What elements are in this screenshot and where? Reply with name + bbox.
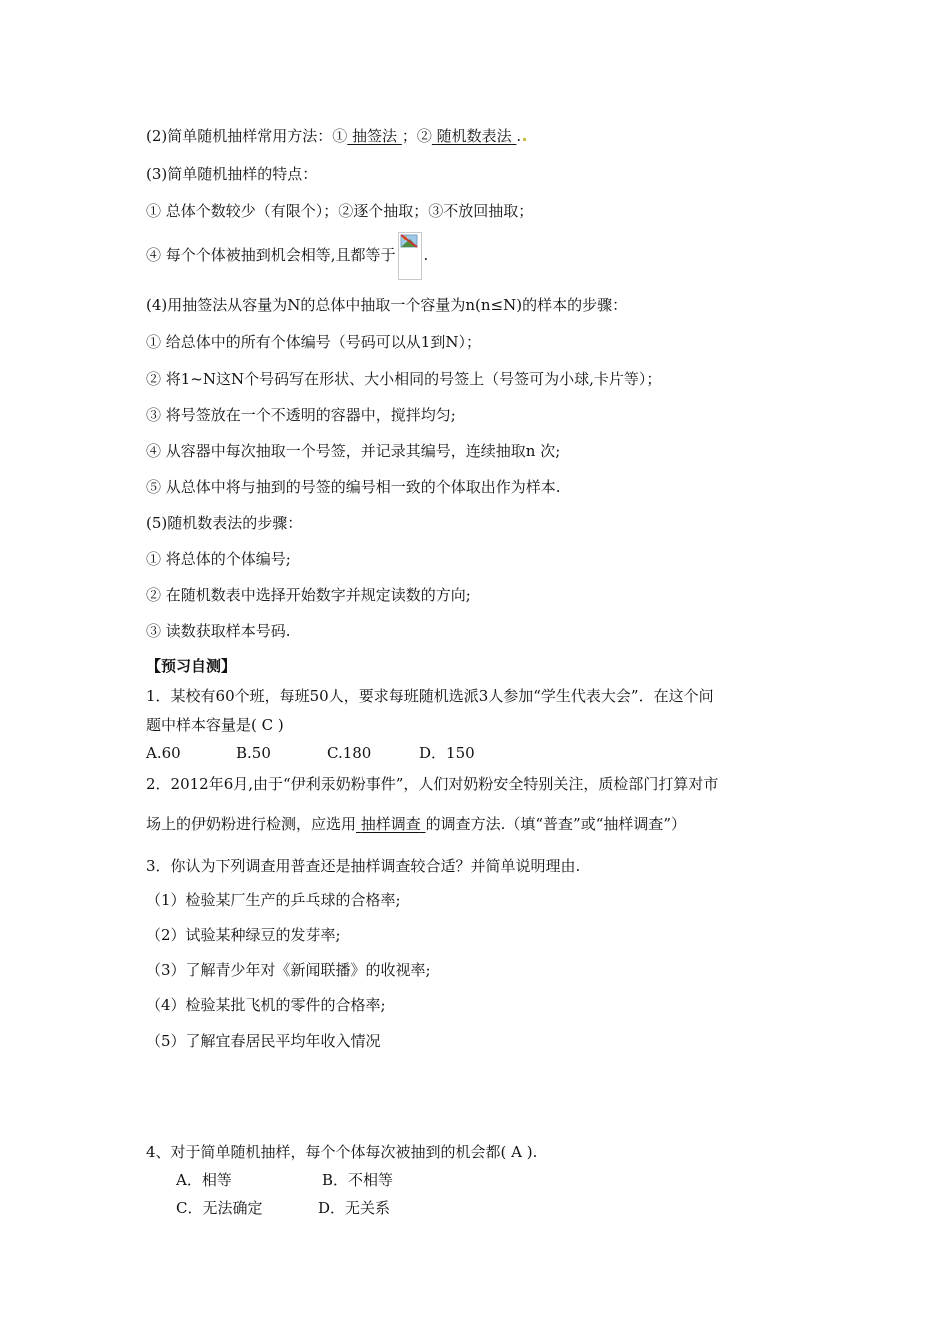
q1-option-c: C.180 <box>327 744 372 762</box>
q1-option-b: B.50 <box>236 744 271 762</box>
q2-answer: 抽样调查 <box>360 815 421 833</box>
q3-line-1: 3．你认为下列调查用普查还是抽样调查较合适？并简单说明理由. <box>146 857 581 875</box>
q3-item-3: （3）了解青少年对《新闻联播》的收视率; <box>146 961 431 979</box>
q1-line-2: 题中样本容量是( C ) <box>146 716 284 734</box>
answer-lottery-method: 抽签法 <box>352 127 398 145</box>
q1-option-d: D．150 <box>419 744 475 762</box>
random-table-step-3: ③ 读数获取样本号码. <box>146 622 291 640</box>
features-heading: (3)简单随机抽样的特点： <box>146 165 318 183</box>
q3-item-4: （4）检验某批飞机的零件的合格率; <box>146 996 386 1014</box>
q4-option-b: B．不相等 <box>322 1171 394 1189</box>
q1-option-a: A.60 <box>146 744 181 762</box>
lottery-step-2: ② 将1~N这N个号码写在形状、大小相同的号签上（号签可为小球,卡片等）； <box>146 370 662 388</box>
methods-line <box>146 126 526 146</box>
q3-item-2: （2）试验某种绿豆的发芽率; <box>146 926 341 944</box>
q4-option-a: A．相等 <box>176 1171 232 1189</box>
q2-line-1: 2．2012年6月,由于“伊利汞奶粉事件”，人们对奶粉安全特别关注，质检部门打算对市 <box>146 775 719 793</box>
lottery-step-1: ① 给总体中的所有个体编号（号码可以从1到N）； <box>146 333 481 351</box>
q1-line-1: 1．某校有60个班，每班50人，要求每班随机选派3人参加“学生代表大会”．在这个问 <box>146 687 714 705</box>
q4-option-c: C．无法确定 <box>176 1199 263 1217</box>
q2-line-2: 场上的伊奶粉进行检测，应选用 抽样调查 的调查方法.（填“普查”或“抽样调查”） <box>146 815 687 833</box>
section-title: 【预习自测】 <box>146 657 237 675</box>
q4-line-1: 4、对于简单随机抽样，每个个体每次被抽到的机会都( A ). <box>146 1143 538 1161</box>
q3-item-5: （5）了解宜春居民平均年收入情况 <box>146 1032 381 1050</box>
methods-end: . <box>516 127 522 145</box>
lottery-step-5: ⑤ 从总体中将与抽到的号签的编号相一致的个体取出作为样本. <box>146 478 561 496</box>
random-table-step-1: ① 将总体的个体编号; <box>146 550 291 568</box>
methods-sep: ；② <box>401 127 432 145</box>
lottery-step-3: ③ 将号签放在一个不透明的容器中，搅拌均匀; <box>146 406 456 424</box>
lottery-steps-heading: (4)用抽签法从容量为N的总体中抽取一个容量为n(n≤N)的样本的步骤： <box>146 296 628 314</box>
q3-item-1: （1）检验某厂生产的乒乓球的合格率; <box>146 891 401 909</box>
random-table-heading: (5)随机数表法的步骤： <box>146 514 303 532</box>
broken-image-icon <box>398 232 422 280</box>
methods-prefix: (2)简单随机抽样常用方法：① <box>146 127 348 145</box>
random-table-step-2: ② 在随机数表中选择开始数字并规定读数的方向; <box>146 586 471 604</box>
answer-random-table-method: 随机数表法 <box>436 127 512 145</box>
features-line-2: ④ 每个个体被抽到机会相等,且都等于 . <box>146 230 428 280</box>
mark-dot <box>523 138 526 141</box>
features-line-1: ① 总体个数较少（有限个）；②逐个抽取；③不放回抽取； <box>146 202 534 220</box>
lottery-step-4: ④ 从容器中每次抽取一个号签，并记录其编号，连续抽取n 次; <box>146 442 561 460</box>
q4-option-d: D．无关系 <box>318 1199 391 1217</box>
